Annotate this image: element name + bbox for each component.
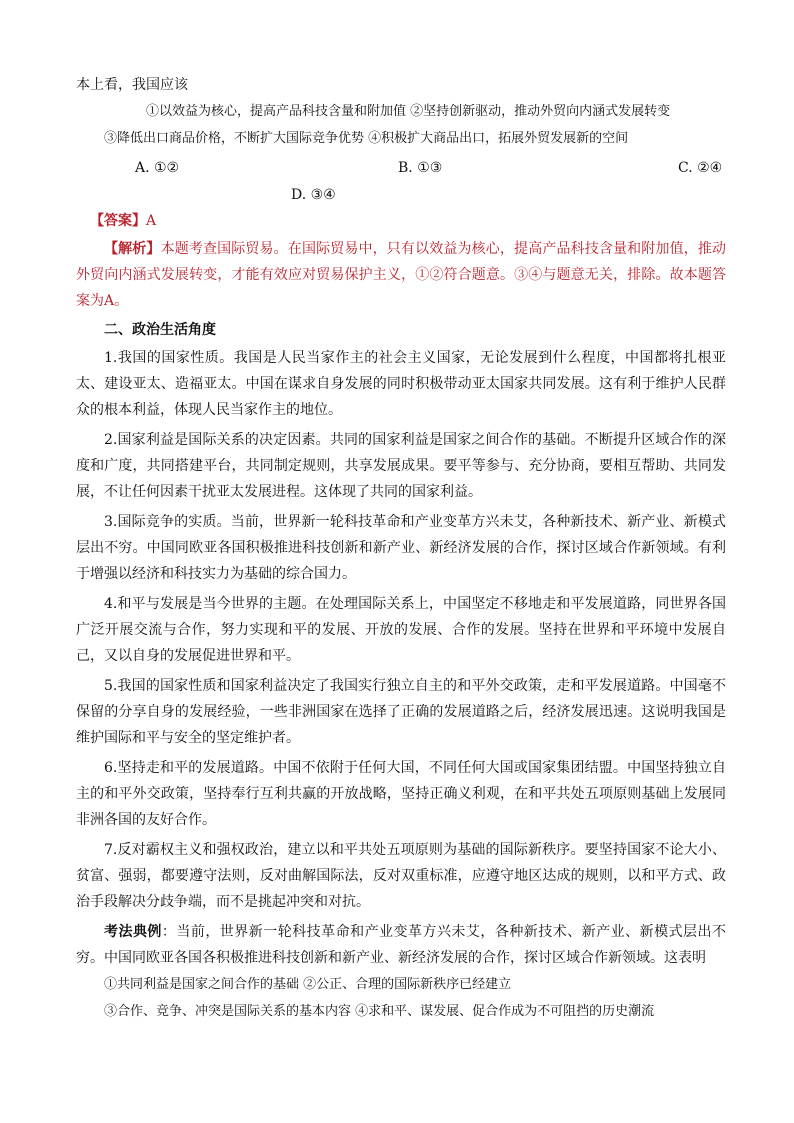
- analysis-paragraph: [76, 236, 726, 314]
- example-label: 考法典例: [104, 924, 162, 940]
- section-title: 二、政治生活角度: [104, 322, 216, 338]
- example-paragraph: [76, 919, 726, 971]
- example-statements-line-2: ③合作、竞争、冲突是国际关系的基本内容 ④求和平、谋发展、促合作成为不可阻挡的历史潮流: [104, 1004, 655, 1019]
- option-c: C. ②④: [678, 160, 723, 176]
- analysis-text: 本题考查国际贸易。在国际贸易中，只有以效益为核心，提高产品科技含量和附加值，推动外贸向内涵式发展转变，才能有效应对贸易保护主义，①②符合题意。③④与题意无关，排除。故本题答案为A。: [76, 241, 727, 309]
- point-4: 4.和平与发展是当今世界的主题。在处理国际关系上，中国坚定不移地走和平发展道路，同世界各国广泛开展交流与合作，努力实现和平的发展、开放的发展、合作的发展。坚持在世界和平环境中发展自己，又以自身的发展促进世界和平。: [76, 596, 726, 664]
- point-7: 7.反对霸权主义和强权政治，建立以和平共处五项原则为基础的国际新秩序。要坚持国家不论大小、贫富、强弱，都要遵守法则，反对曲解国际法，反对双重标准，应遵守地区达成的规则，以和平方式、政治手段解决分歧争端，而不是挑起冲突和对抗。: [76, 842, 726, 910]
- option-b: B. ①③: [398, 160, 443, 176]
- point-3: 3.国际竞争的实质。当前，世界新一轮科技革命和产业变革方兴未艾，各种新技术、新产业、新模式层出不穷。中国同欧亚各国积极推进科技创新和新产业、新经济发展的合作，探讨区域合作新领域。有利于增强以经济和科技实力为基础的综合国力。: [76, 514, 726, 582]
- example-statements-line-1: ①共同利益是国家之间合作的基础 ②公正、合理的国际新秩序已经建立: [104, 977, 512, 992]
- question-intro-tail: 本上看，我国应该: [76, 77, 188, 93]
- point-5: 5.我国的国家性质和国家利益决定了我国实行独立自主的和平外交政策，走和平发展道路。中国毫不保留的分享自身的发展经验，一些非洲国家在选择了正确的发展道路之后，经济发展迅速。这说明我国是维护国际和平与安全的坚定维护者。: [76, 678, 726, 746]
- answer-value: A: [146, 213, 157, 229]
- point-6: 6.坚持走和平的发展道路。中国不依附于任何大国，不同任何大国或国家集团结盟。中国坚持独立自主的和平外交政策，坚持奉行互利共赢的开放战略，坚持正确义利观，在和平共处五项原则基础上发展同非洲各国的友好合作。: [76, 760, 726, 828]
- point-1: 1.我国的国家性质。我国是人民当家作主的社会主义国家，无论发展到什么程度，中国都将扎根亚太、建设亚太、造福亚太。中国在谋求自身发展的同时积极带动亚太国家共同发展。这有利于维护人民群众的根本利益，体现人民当家作主的地位。: [76, 350, 726, 418]
- answer-label: 【答案】: [90, 213, 146, 229]
- option-a: A. ①②: [135, 160, 180, 176]
- question-statements-line-2: ③降低出口商品价格，不断扩大国际竞争优势 ④积极扩大商品出口，拓展外贸发展新的空间: [104, 131, 629, 146]
- analysis-label: 【解析】: [104, 241, 161, 257]
- point-2: 2.国家利益是国际关系的决定因素。共同的国家利益是国家之间合作的基础。不断提升区域合作的深度和广度，共同搭建平台，共同制定规则，共享发展成果。要平等参与、充分协商，要相互帮助、共同发展，不让任何因素干扰亚太发展进程。这体现了共同的国家利益。: [76, 432, 726, 500]
- question-statements-line-1: ①以效益为核心，提高产品科技含量和附加值 ②坚持创新驱动，推动外贸向内涵式发展转变: [146, 104, 671, 119]
- answer-line: [90, 211, 156, 231]
- option-d: D. ③④: [291, 187, 336, 203]
- example-text: ：当前，世界新一轮科技革命和产业变革方兴未艾，各种新技术、新产业、新模式层出不穷。中国同欧亚各国各积极推进科技创新和新产业、新经济发展的合作，探讨区域合作新领域。这表明: [76, 924, 726, 966]
